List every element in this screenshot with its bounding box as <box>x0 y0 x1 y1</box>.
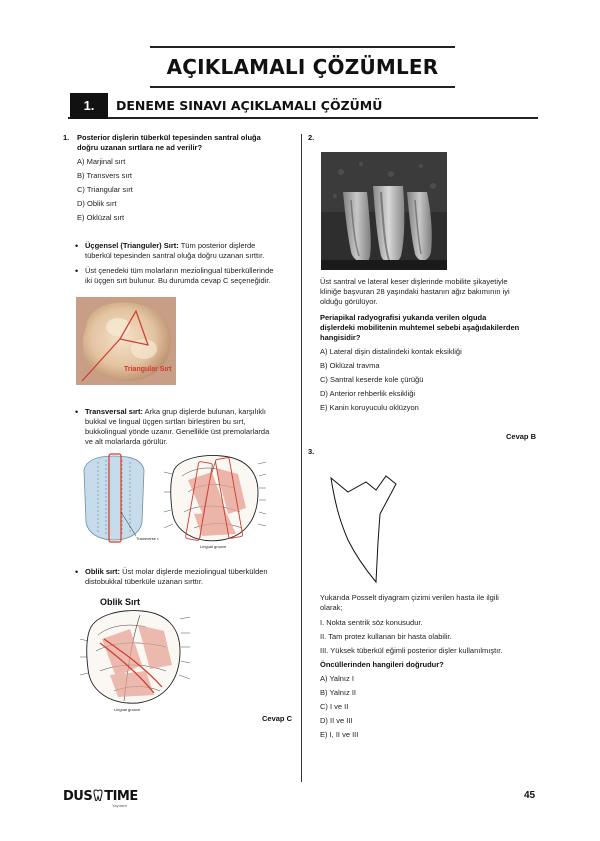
publisher-logo <box>63 789 138 804</box>
q3-statement-3: III. Yüksek tüberkül eğimli posterior dişler kullanılmıştır. <box>320 646 503 655</box>
oblique-ridge-title: Oblik Sırt <box>100 597 141 607</box>
q3-desc-line1: Yukarıda Posselt diyagram çizimi verilen hasta ile ilgili <box>320 593 499 602</box>
q3-statement-2: II. Tam protez kullanan bir hasta olabilir. <box>320 632 452 641</box>
q1-bullet4-line1: Oblik sırt: Üst molar dişlerde meziolingual tüberkülden <box>85 567 268 576</box>
q3-option-c: C) I ve II <box>320 702 349 711</box>
bullet-dot: • <box>75 407 79 417</box>
q3-number: 3. <box>308 447 315 456</box>
oblique-lingual-groove-label: Lingual groove <box>114 707 141 712</box>
q1-stem-line1: Posterior dişlerin tüberkül tepesinden santral oluğa <box>77 133 261 142</box>
q3-option-d: D) II ve III <box>320 716 353 725</box>
bullet-dot: • <box>75 241 79 251</box>
q3-option-a: A) Yalnız I <box>320 674 354 683</box>
q1-bullet3-line2: bukkal ve lingual üçgen sırtları birleştiren bu sırt, <box>85 417 246 426</box>
bullet-dot: • <box>75 266 79 276</box>
section-header <box>68 93 538 119</box>
logo-right-text: TIME <box>104 789 138 804</box>
q2-stem-line3: hangisidir? <box>320 333 361 342</box>
q2-option-d: D) Anterior rehberlik eksikliği <box>320 389 416 398</box>
lingual-groove-label: Lingual groove <box>200 544 227 549</box>
q1-stem-line2: doğru uzanan sırtlara ne ad verilir? <box>77 143 203 152</box>
q2-answer: Cevap B <box>506 432 537 441</box>
q1-option-d: D) Oblik sırt <box>77 199 117 208</box>
tooth-icon <box>93 789 103 801</box>
section-title: DENEME SINAVI AÇIKLAMALI ÇÖZÜMÜ <box>116 98 383 113</box>
q1-option-a: A) Marjinal sırt <box>77 157 126 166</box>
logo-left-text: DUS <box>63 789 93 804</box>
q1-answer: Cevap C <box>262 714 293 723</box>
q3-statement-1: I. Nokta sentrik söz konusudur. <box>320 618 423 627</box>
q1-number: 1. <box>63 133 70 142</box>
oblique-ridge-figure <box>80 595 190 713</box>
q2-option-e: E) Kanin koruyuculu oklüzyon <box>320 403 419 412</box>
q2-stem-line1: Periapikal radyografisi yukarıda verilen olguda <box>320 313 487 322</box>
triangular-ridge-label: Triangular Sırt <box>124 366 172 373</box>
q1-bullet2-line1: Üst çenedeki tüm molarların meziolingual tüberküllerinde <box>85 266 274 275</box>
q3-option-e: E) I, II ve III <box>320 730 359 739</box>
q1-option-b: B) Transvers sırt <box>77 171 133 180</box>
q1-option-e: E) Oklüzal sırt <box>77 213 125 222</box>
column-divider <box>301 134 302 782</box>
q1-bullet4-line2: distobukkal tüberküle uzanan sırttır. <box>85 577 203 586</box>
posselt-diagram <box>328 470 408 588</box>
q2-desc-line2: kliniğe başvuran 28 yaşındaki hastanın ağız bakımının iyi <box>320 287 510 296</box>
q3-desc-line2: olarak; <box>320 603 343 612</box>
q2-stem-line2: dişlerdeki mobilitenin muhtemel sebebi aşağıdakilerden <box>320 323 520 332</box>
q1-bullet3-line3: bukkolingual yönde uzanır. Genellikle üst premolarlarda <box>85 427 270 436</box>
q2-desc-line1: Üst santral ve lateral keser dişlerinde mobilite şikayetiyle <box>320 277 508 286</box>
page-title: AÇIKLAMALI ÇÖZÜMLER <box>166 55 439 79</box>
q2-desc-line3: olduğu görülüyor. <box>320 297 378 306</box>
periapical-radiograph <box>321 152 447 270</box>
bullet-dot: • <box>75 567 79 577</box>
transverse-ridge-figure <box>76 452 266 552</box>
q2-number: 2. <box>308 133 315 142</box>
q2-option-c: C) Santral keserde kole çürüğü <box>320 375 424 384</box>
triangular-ridge-figure <box>76 297 176 385</box>
transverse-label: Transverse r. <box>136 536 160 541</box>
q1-bullet2-line2: iki üçgen sırt bulunur. Bu durumda cevap C seçeneğidir. <box>85 276 271 285</box>
q1-bullet3-line4: ve alt molarlarda görülür. <box>85 437 168 446</box>
q2-option-a: A) Lateral dişin distalindeki kontak eksikliği <box>320 347 462 356</box>
section-number: 1. <box>70 93 108 119</box>
publisher-subtitle: Yayınevi <box>112 803 128 808</box>
q3-stem: Öncüllerinden hangileri doğrudur? <box>320 660 444 669</box>
q3-option-b: B) Yalnız II <box>320 688 356 697</box>
page-number: 45 <box>524 790 536 801</box>
main-title-frame <box>150 46 455 88</box>
q1-bullet1-line2: tüberkül tepesinden santral oluğa doğru uzanan sırttır. <box>85 251 265 260</box>
q1-bullet3-line1: Transversal sırt: Arka grup dişlerde bulunan, karşılıklı <box>85 407 266 416</box>
q1-bullet1-line1: Üçgensel (Trianguler) Sırt: Tüm posterior dişlerde <box>85 241 256 250</box>
q1-option-c: C) Triangular sırt <box>77 185 133 194</box>
q2-option-b: B) Oklüzal travma <box>320 361 380 370</box>
